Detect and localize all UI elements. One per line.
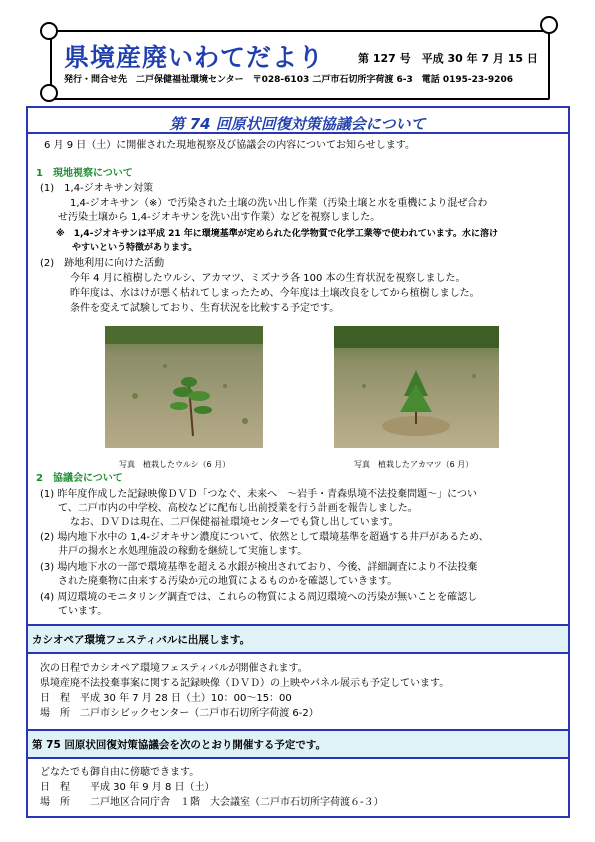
article-title: 第 74 回原状回復対策協議会について bbox=[169, 115, 426, 133]
section2-line-5: 井戸の揚水と水処理施設の稼動を継続して実施します。 bbox=[58, 546, 308, 557]
scroll-curl-top-right-icon bbox=[540, 16, 558, 34]
section2-line-1: (1) 昨年度作成した記録映像ＤＶＤ「つなぐ、未来へ ～岩手・青森県境不法投棄問題～」につい bbox=[40, 489, 477, 500]
item2-line-2: 昨年度は、水はけが悪く枯れてしまったため、今年度は土壌改良をしてから植樹しました。 bbox=[70, 288, 480, 299]
photo-urushi-image bbox=[105, 326, 263, 448]
next-meeting-heading: 第 75 回原状回復対策協議会を次のとおり開催する予定です。 bbox=[28, 729, 568, 759]
photo-akamatsu-caption: 写真 植栽したアカマツ（6 月） bbox=[354, 460, 474, 469]
section2-line-3: なお、ＤＶＤは現在、二戸保健福祉環境センターでも貸し出しています。 bbox=[70, 517, 399, 528]
section2-line-7: された廃棄物に由来する汚染か元の地質によるものかを確認していきます。 bbox=[58, 576, 398, 587]
section2-line-2: て、二戸市内の中学校、高校などに配布し出前授業を行う計画を報告しました。 bbox=[58, 503, 418, 514]
item1-line-2: せ汚染土壌から 1,4-ジオキサンを洗い出す作業）などを視察しました。 bbox=[58, 212, 381, 223]
article-intro: 6 月 9 日（土）に開催された現地視察及び協議会の内容についてお知らせします。 bbox=[44, 140, 415, 151]
item2-line-3: 条件を変えて試験しており、生育状況を比較する予定です。 bbox=[70, 303, 340, 314]
section2-line-4: (2) 場内地下水中の 1,4-ジオキサン濃度について、依然として環境基準を超過する井戸があるため、 bbox=[40, 532, 489, 543]
item1-line-1: 1,4-ジオキサン（※）で汚染された土壌の洗い出し作業（汚染土壌と水を重機により混ぜ合わ bbox=[70, 198, 488, 209]
photo-akamatsu bbox=[334, 326, 499, 448]
festival-venue: 場 所 二戸市シビックセンター（二戸市石切所字荷渡 6-2） bbox=[40, 708, 319, 719]
next-meeting-line-1: どなたでも御自由に傍聴できます。 bbox=[40, 767, 200, 778]
next-meeting-schedule: 日 程 平成 30 年 9 月 8 日（土） bbox=[40, 782, 215, 793]
festival-schedule: 日 程 平成 30 年 7 月 28 日（土）10：00～15：00 bbox=[40, 693, 292, 704]
item1-title: (1) 1,4-ジオキサン対策 bbox=[40, 183, 154, 194]
title-divider bbox=[28, 132, 568, 134]
section2-line-9: ています。 bbox=[58, 606, 108, 617]
photo-urushi-caption: 写真 植栽したウルシ（6 月） bbox=[119, 460, 231, 469]
festival-line-2: 県境産廃不法投棄事案に関する記録映像（ＤＶＤ）の上映やパネル展示も予定しています。 bbox=[40, 678, 450, 689]
section1-heading: 1 現地視察について bbox=[36, 168, 133, 179]
publisher-info: 発行・問合せ先 二戸保健福祉環境センター 〒028-6103 二戸市石切所字荷渡 6-3 電話 0195-23-9206 bbox=[64, 75, 513, 85]
scroll-curl-top-left-icon bbox=[40, 22, 58, 40]
masthead-title: 県境産廃いわてだより bbox=[64, 43, 325, 72]
section2-heading: 2 協議会について bbox=[36, 473, 123, 484]
note-line-1: ※ 1,4-ジオキサンは平成 21 年に環境基準が定められた化学物質で化学工業等で使われています。水に溶け bbox=[56, 229, 499, 239]
item2-line-1: 今年 4 月に植樹したウルシ、アカマツ、ミズナラ各 100 本の生育状況を視察しました。 bbox=[70, 273, 466, 284]
issue-date: 第 127 号 平成 30 年 7 月 15 日 bbox=[358, 52, 538, 65]
scroll-curl-bottom-left-icon bbox=[40, 84, 58, 102]
photo-urushi bbox=[105, 326, 263, 448]
photo-akamatsu-image bbox=[334, 326, 499, 448]
section2-line-6: (3) 場内地下水の一部で環境基準を超える水銀が検出されており、今後、詳細調査により不法投棄 bbox=[40, 562, 478, 573]
festival-heading: カシオペア環境フェスティバルに出展します。 bbox=[28, 624, 568, 654]
note-line-2: やすいという特徴があります。 bbox=[72, 243, 198, 253]
item2-title: (2) 跡地利用に向けた活動 bbox=[40, 258, 165, 269]
section2-line-8: (4) 周辺環境のモニタリング調査では、これらの物質による周辺環境への汚染が無いことを確認し bbox=[40, 592, 478, 603]
festival-line-1: 次の日程でカシオペア環境フェスティバルが開催されます。 bbox=[40, 663, 308, 674]
next-meeting-venue: 場 所 二戸地区合同庁舎 １階 大会議室（二戸市石切所字荷渡６-３） bbox=[40, 797, 384, 808]
